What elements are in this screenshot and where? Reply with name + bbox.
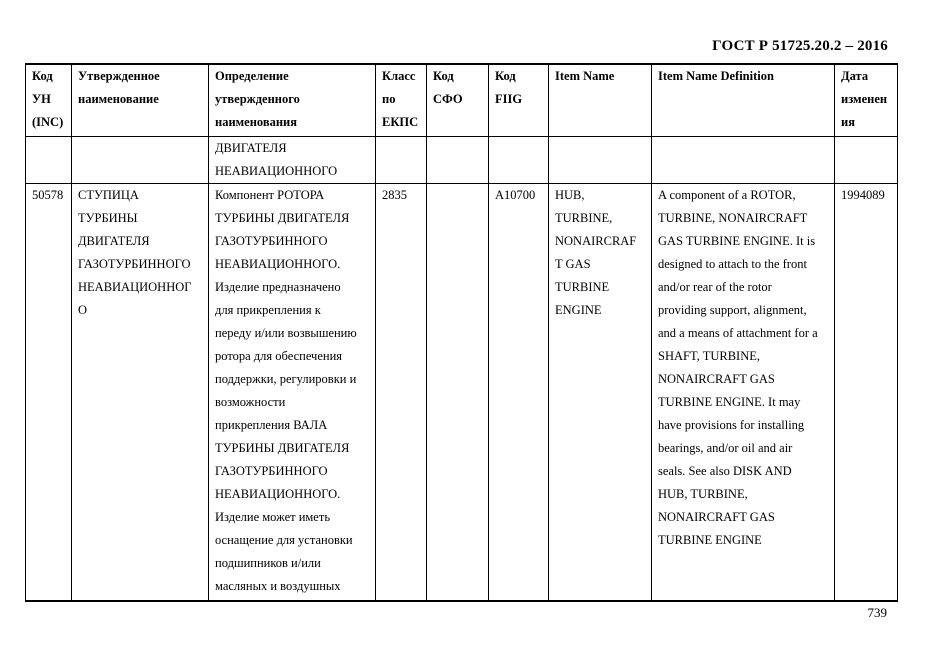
catalog-table (25, 63, 898, 602)
item-definition-cell: A component of a ROTOR, TURBINE, NONAIRCRAFT GAS TURBINE ENGINE. It is designed to attach to the front and/or rear of the rotor providing support, alignment, and a means of attachment for a SHAFT, TURBINE, NONAIRCRAFT GAS TURBINE ENGINE. It may have provisions for installing bearings, and/or oil and air seals. See also DISK AND HUB, TURBINE, NONAIRCRAFT GAS TURBINE ENGINE (652, 184, 835, 602)
approved-name-cell: СТУПИЦА ТУРБИНЫ ДВИГАТЕЛЯ ГАЗОТУРБИННОГО НЕАВИАЦИОННОГ О (72, 184, 209, 602)
col-header-ekps-class: Класс по ЕКПС (376, 64, 427, 137)
table-cell (652, 137, 835, 184)
col-header-item-name: Item Name (549, 64, 652, 137)
col-header-sfo-code: Код СФО (427, 64, 489, 137)
standard-title: ГОСТ Р 51725.20.2 – 2016 (712, 38, 888, 54)
table-cell (72, 137, 209, 184)
col-header-definition: Определение утвержденного наименования (209, 64, 376, 137)
table-header-row (26, 64, 898, 137)
change-date-cell: 1994089 (835, 184, 898, 602)
table-cell (549, 137, 652, 184)
inc-code-cell: 50578 (26, 184, 72, 602)
col-header-inc-code: Код УН (INC) (26, 64, 72, 137)
table-cell (26, 137, 72, 184)
table-cell (427, 137, 489, 184)
table-row (26, 184, 898, 602)
table-cell: ДВИГАТЕЛЯ НЕАВИАЦИОННОГО (209, 137, 376, 184)
ekps-class-cell: 2835 (376, 184, 427, 602)
table-row (26, 137, 898, 184)
table-cell (489, 137, 549, 184)
page-number: 739 (867, 605, 887, 620)
fiig-code-cell: A10700 (489, 184, 549, 602)
table-cell (376, 137, 427, 184)
item-name-cell: HUB, TURBINE, NONAIRCRAF T GAS TURBINE ENGINE (549, 184, 652, 602)
sfo-code-cell (427, 184, 489, 602)
col-header-change-date: Дата изменен ия (835, 64, 898, 137)
definition-cell: Компонент РОТОРА ТУРБИНЫ ДВИГАТЕЛЯ ГАЗОТУРБИННОГО НЕАВИАЦИОННОГО. Изделие предназначено для прикрепления к переду и/или возвышению ротора для обеспечения поддержки, регулировки и возможности прикрепления ВАЛА ТУРБИНЫ ДВИГАТЕЛЯ ГАЗОТУРБИННОГО НЕАВИАЦИОННОГО. Изделие может иметь оснащение для установки подшипников и/или масляных и воздушных (209, 184, 376, 602)
table-cell (835, 137, 898, 184)
col-header-item-definition: Item Name Definition (652, 64, 835, 137)
col-header-approved-name: Утвержденное наименование (72, 64, 209, 137)
col-header-fiig-code: Код FIIG (489, 64, 549, 137)
